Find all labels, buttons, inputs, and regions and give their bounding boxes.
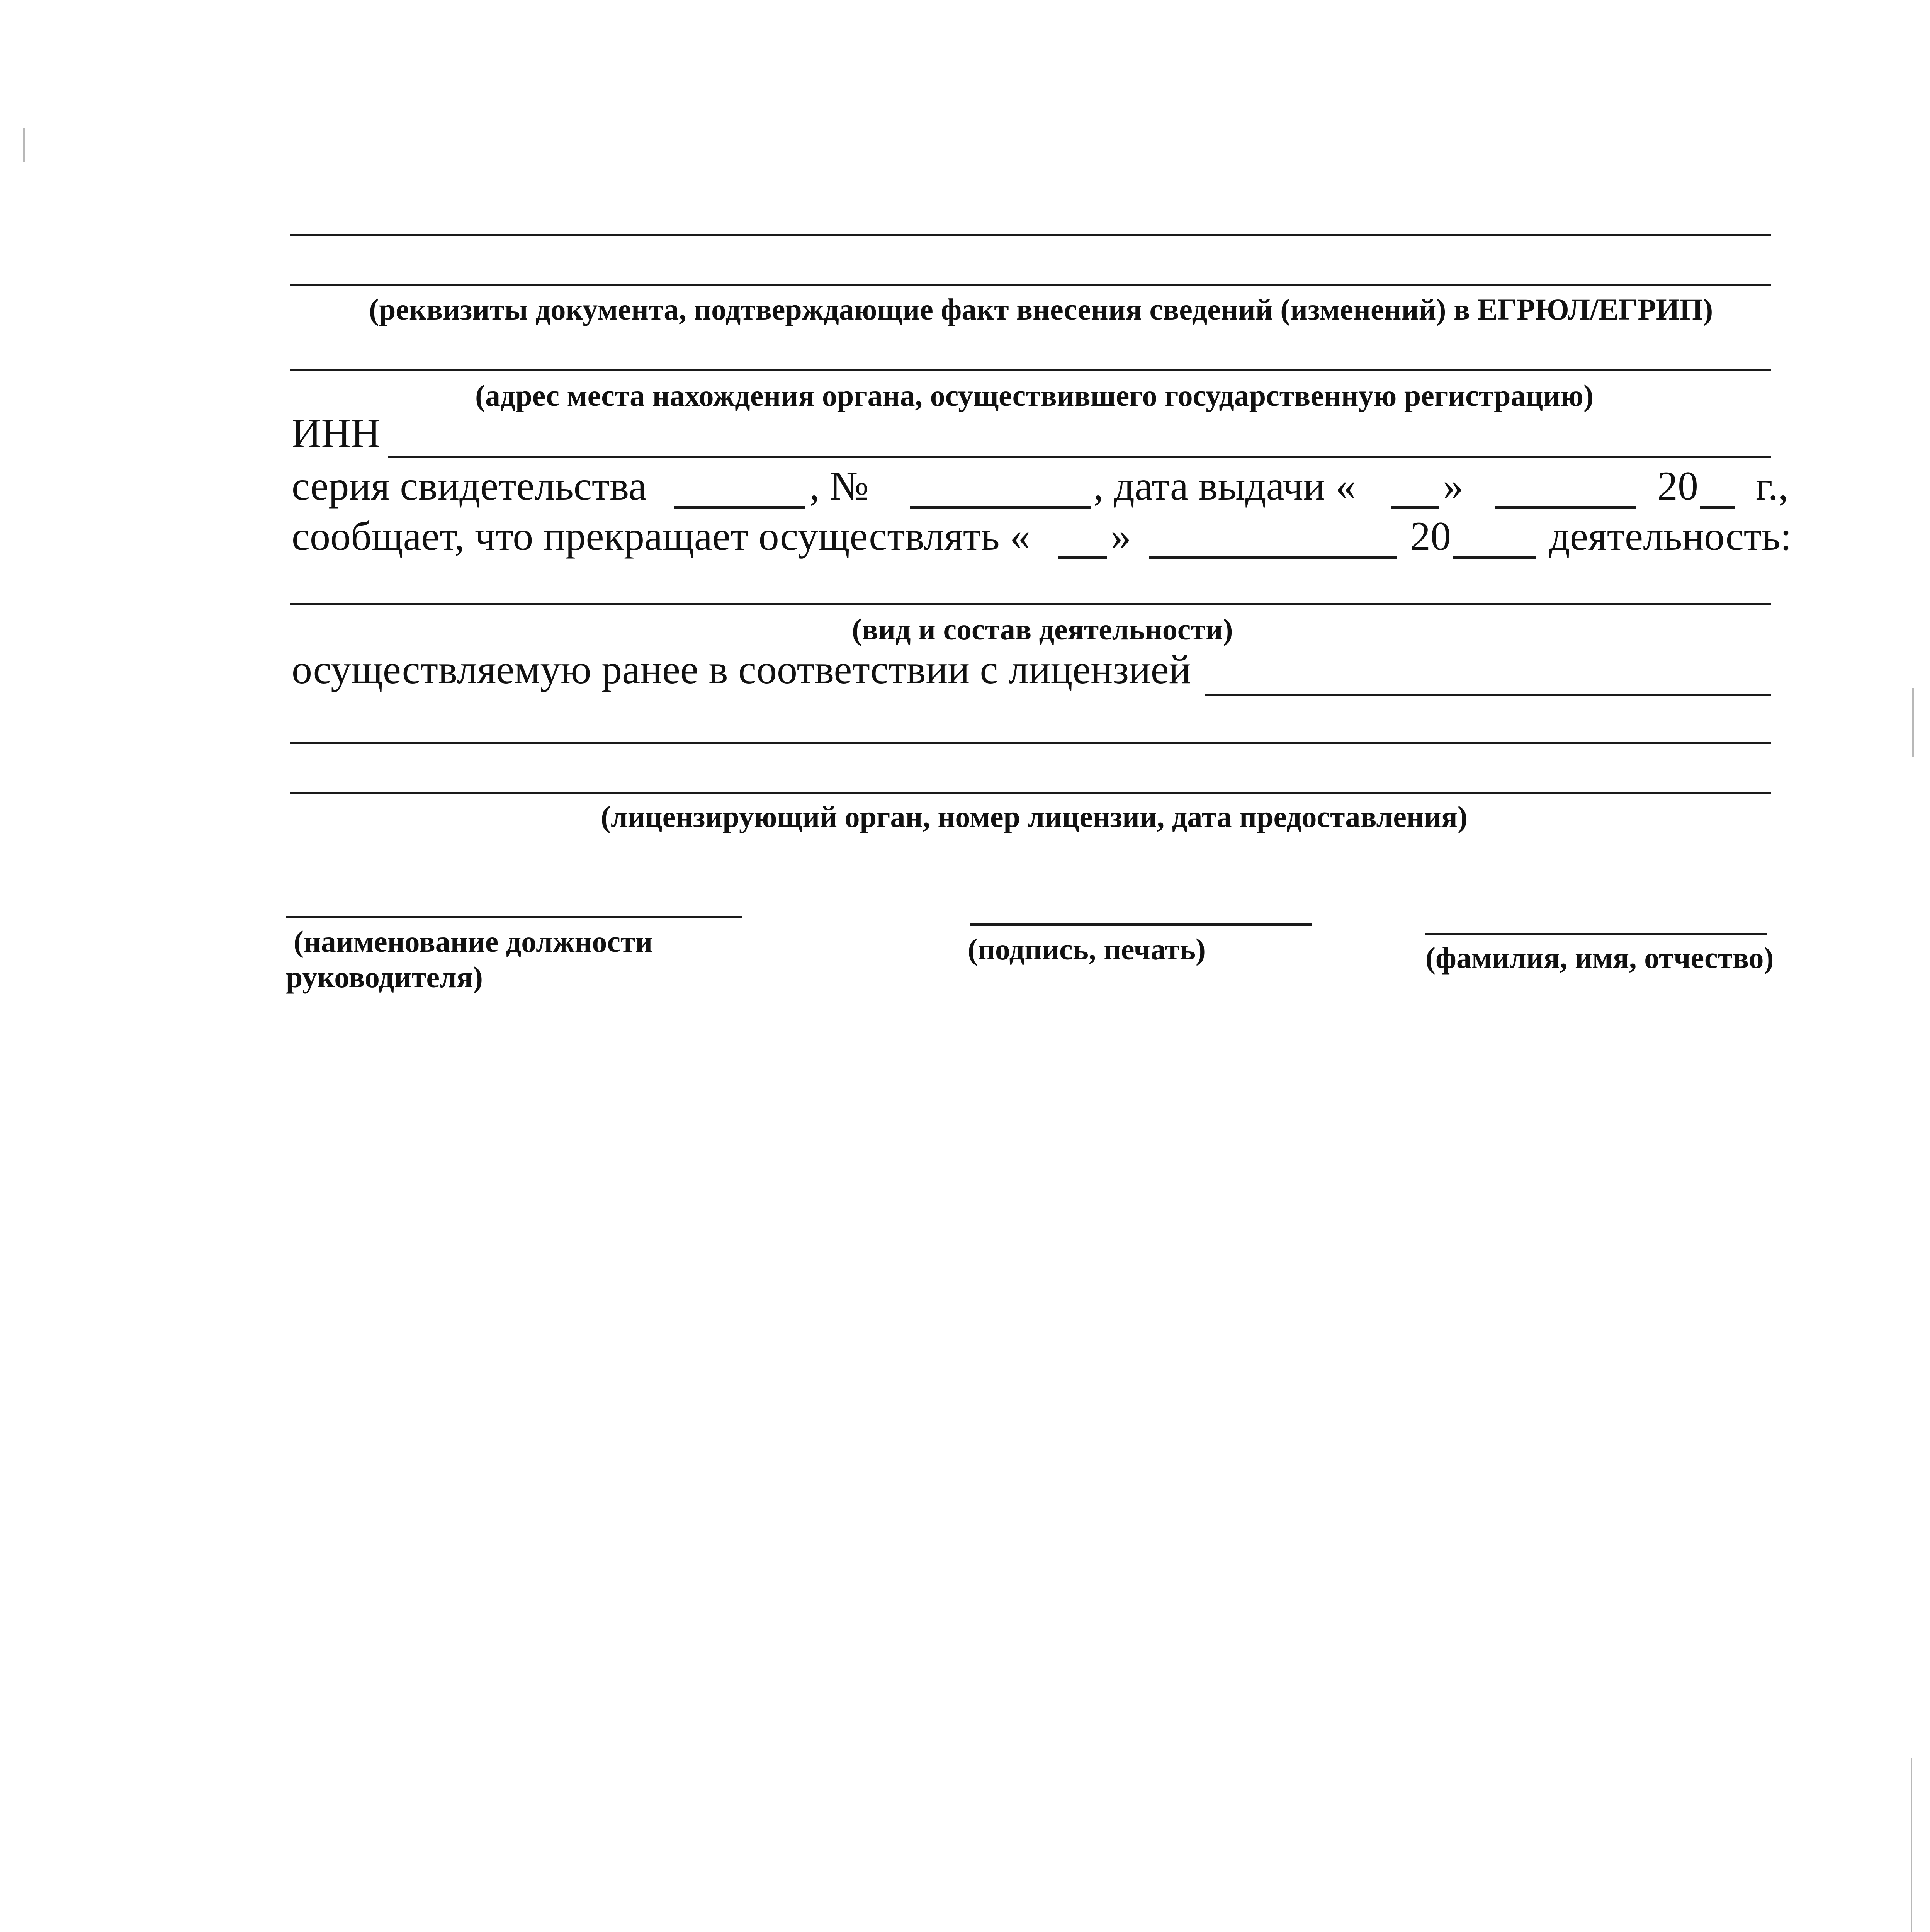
- scan-artifact-left: [23, 128, 25, 162]
- year-suffix: г.,: [1756, 463, 1789, 509]
- issue-quote-close: »: [1443, 463, 1463, 509]
- stop-activity-text: сообщает, что прекращает осуществлять «: [292, 514, 1031, 559]
- caption-registration-authority: (адрес места нахождения органа, осуществившего государственную регистрацию): [475, 379, 1594, 412]
- stop-quote-close: »: [1111, 514, 1131, 559]
- caption-position-line1: (наименование должности: [294, 925, 653, 958]
- caption-signature: (подпись, печать): [968, 932, 1206, 966]
- position-field[interactable]: [286, 916, 742, 918]
- certificate-series-label: серия свидетельства: [292, 463, 647, 509]
- inn-field[interactable]: [388, 456, 1771, 458]
- signature-field[interactable]: [970, 923, 1312, 926]
- activity-word: деятельность:: [1549, 514, 1792, 559]
- number-sign: , №: [809, 463, 869, 509]
- stop-day-field[interactable]: [1058, 556, 1107, 559]
- license-field-2[interactable]: [290, 742, 1771, 744]
- series-field[interactable]: [674, 506, 805, 509]
- issue-year-field[interactable]: [1700, 506, 1735, 509]
- activity-type-field[interactable]: [290, 603, 1771, 605]
- issue-day-field[interactable]: [1391, 506, 1439, 509]
- scan-artifact-right: [1912, 688, 1914, 757]
- caption-egrul-details: (реквизиты документа, подтверждающие факт внесения сведений (изменений) в ЕГРЮЛ/ЕГРИП): [369, 293, 1713, 326]
- inn-label: ИНН: [292, 410, 381, 456]
- caption-position-line2: руководителя): [286, 960, 483, 994]
- caption-licensing-details: (лицензирующий орган, номер лицензии, дата предоставления): [601, 800, 1468, 833]
- field-line-1[interactable]: [290, 234, 1771, 236]
- issue-year-prefix: 20: [1657, 463, 1698, 509]
- stop-year-prefix: 20: [1410, 514, 1451, 559]
- license-text: осуществляемую ранее в соответствии с лицензией: [292, 647, 1191, 692]
- full-name-field[interactable]: [1425, 933, 1767, 935]
- license-field-1[interactable]: [1205, 694, 1771, 696]
- stop-year-field[interactable]: [1453, 556, 1536, 559]
- field-line-authority-address[interactable]: [290, 369, 1771, 371]
- scan-artifact-right-lower: [1911, 1758, 1912, 1932]
- field-line-2[interactable]: [290, 284, 1771, 286]
- license-field-3[interactable]: [290, 792, 1771, 794]
- caption-activity-type: (вид и состав деятельности): [852, 612, 1233, 646]
- stop-month-field[interactable]: [1149, 556, 1397, 559]
- caption-full-name: (фамилия, имя, отчество): [1425, 941, 1774, 975]
- issue-date-label: , дата выдачи «: [1093, 463, 1356, 509]
- issue-month-field[interactable]: [1495, 506, 1636, 509]
- certificate-number-field[interactable]: [910, 506, 1091, 509]
